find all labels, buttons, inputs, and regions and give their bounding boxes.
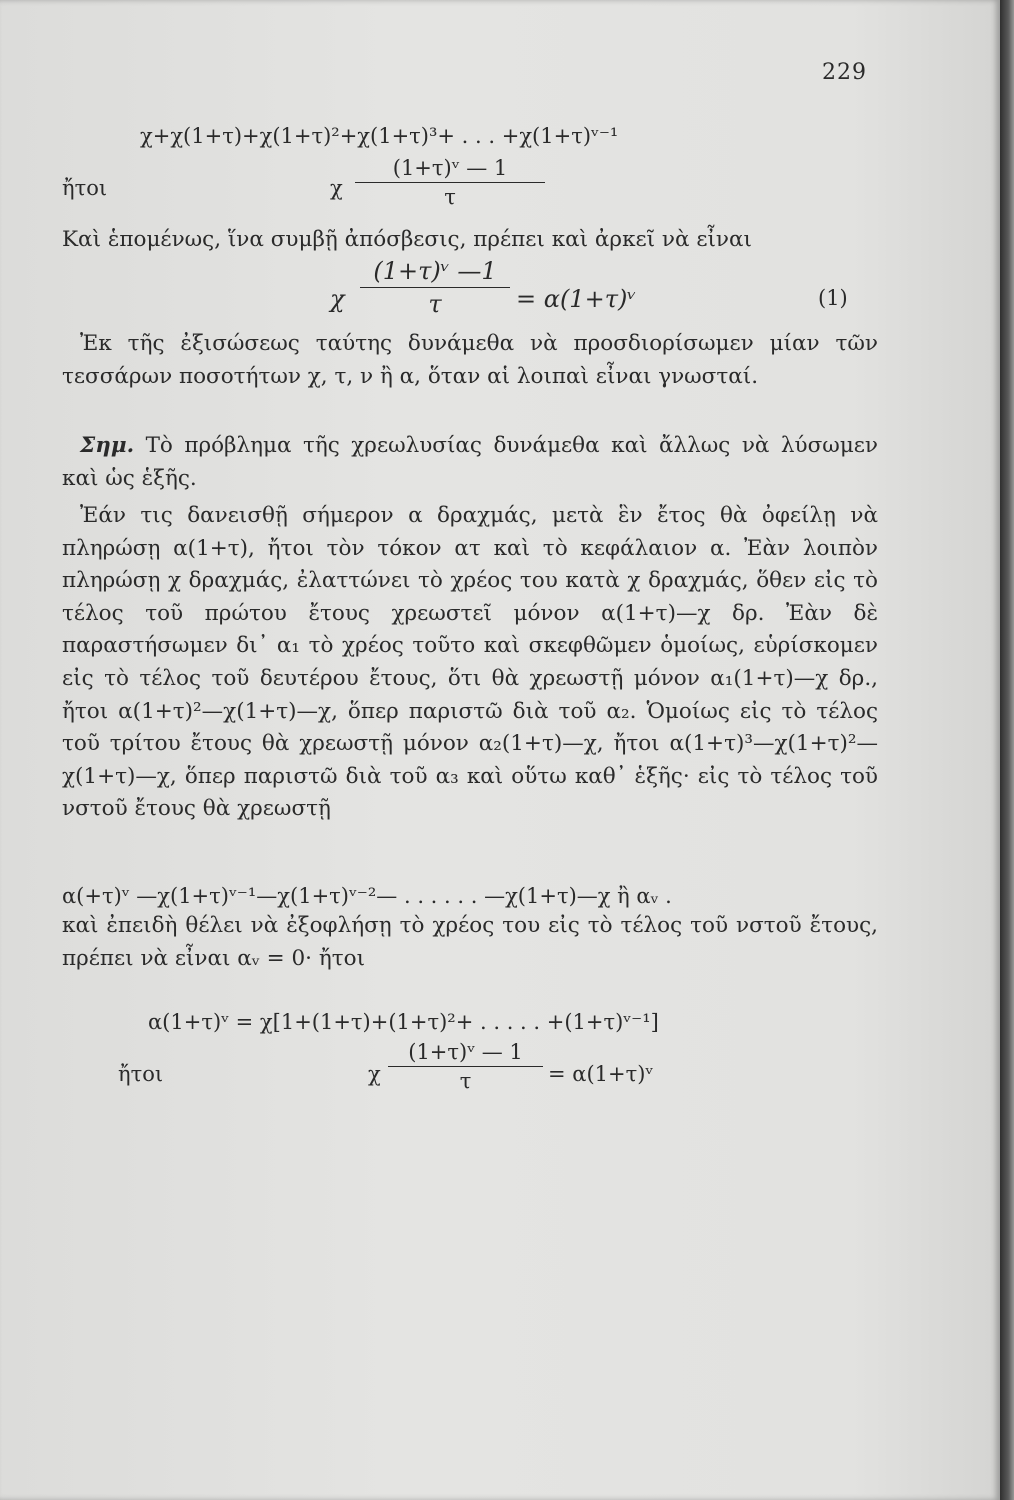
equation-1-fraction xyxy=(360,257,510,318)
fraction-2 xyxy=(388,1040,543,1093)
fraction-2-denominator: τ xyxy=(459,1069,472,1093)
fraction-1-denominator: τ xyxy=(444,185,456,209)
paragraph-note xyxy=(62,430,878,495)
paragraph-epeidi: καὶ ἐπειδὴ θέλει νὰ ἐξοφλήσῃ τὸ χρέος του εἰς τὸ τέλος τοῦ νστοῦ ἔτους, πρέπει νὰ εἶναι αᵥ = 0· ἤτοι xyxy=(62,913,878,971)
page-edge-shadow xyxy=(1000,0,1014,1500)
equation-1-numerator: (1+τ)ᵛ —1 xyxy=(373,257,497,285)
itoi-label-2: ἤτοι xyxy=(118,1062,164,1086)
eq1-prefix: χ xyxy=(330,285,345,313)
frac1-prefix: χ xyxy=(330,176,343,200)
fraction-1-bar xyxy=(355,182,545,183)
debt-equation: α(+τ)ᵛ —χ(1+τ)ᵛ⁻¹—χ(1+τ)ᵛ⁻²— . . . . . . —χ(1+τ)—χ ἢ αᵥ . xyxy=(62,884,672,908)
fraction-1-numerator: (1+τ)ᵛ — 1 xyxy=(392,156,508,180)
paragraph-ek: Ἐκ τῆς ἐξισώσεως ταύτης δυνάμεθα νὰ προσδιορίσωμεν μίαν τῶν τεσσάρων ποσοτήτων χ, τ, ν ἢ α, ὅταν αἱ λοιπαὶ εἶναι γνωσταί. xyxy=(62,331,878,389)
fraction-2-rhs: = α(1+τ)ᵛ xyxy=(548,1062,654,1086)
final-equation: α(1+τ)ᵛ = χ[1+(1+τ)+(1+τ)²+ . . . . . +(1+τ)ᵛ⁻¹] xyxy=(148,1010,659,1034)
equation-1-bar xyxy=(360,287,510,288)
paragraph-kai: Καὶ ἑπομένως, ἵνα συμβῇ ἀπόσβεσις, πρέπει καὶ ἀρκεῖ νὰ εἶναι xyxy=(62,227,752,252)
equation-1-tag: (1) xyxy=(818,286,848,310)
equation-1-denominator: τ xyxy=(428,290,442,318)
note-text: Τὸ πρόβλημα τῆς χρεωλυσίας δυνάμεθα καὶ ἄλλως νὰ λύσωμεν καὶ ὡς ἑξῆς. xyxy=(62,433,879,491)
series-equation: χ+χ(1+τ)+χ(1+τ)²+χ(1+τ)³+ . . . +χ(1+τ)ᵛ⁻¹ xyxy=(140,124,619,148)
fraction-2-bar xyxy=(388,1066,543,1067)
equation-1-rhs: = α(1+τ)ᵛ xyxy=(516,285,637,313)
fraction-2-numerator: (1+τ)ᵛ — 1 xyxy=(408,1040,523,1064)
itoi-label: ἤτοι xyxy=(62,176,108,200)
frac2-prefix: χ xyxy=(368,1062,381,1086)
page-number: 229 xyxy=(822,60,867,85)
note-label: Σημ. xyxy=(80,433,135,458)
paragraph-main: Ἐάν τις δανεισθῇ σήμερον α δραχμάς, μετὰ ἓν ἔτος θὰ ὀφείλῃ νὰ πληρώσῃ α(1+τ), ἤτοι τὸν τόκον ατ καὶ τὸ κεφάλαιον α. Ἐὰν λοιπὸν πληρώσῃ χ δραχμάς, ἐλαττώνει τὸ χρέος του κατὰ χ δραχμάς, ὅθεν εἰς τὸ τέλος τοῦ πρώτου ἔτους χρεωστεῖ μόνον α(1+τ)—χ δρ. Ἐὰν δὲ παραστήσωμεν δι᾿ α₁ τὸ χρέος τοῦτο καὶ σκεφθῶμεν ὁμοίως, εὑρίσκομεν εἰς τὸ τέλος τοῦ δευτέρου ἔτους, ὅτι θὰ χρεωστῇ μόνον α₁(1+τ)—χ δρ., ἤτοι α(1+τ)²—χ(1+τ)—χ, ὅπερ παριστῶ διὰ τοῦ α₂. Ὁμοίως εἰς τὸ τέλος τοῦ τρίτου ἔτους θὰ χρεωστῇ μόνον α₂(1+τ)—χ, ἤτοι α(1+τ)³—χ(1+τ)²—χ(1+τ)—χ, ὅπερ παριστῶ διὰ τοῦ α₃ καὶ οὕτω καθ᾿ ἑξῆς· εἰς τὸ τέλος τοῦ νστοῦ ἔτους θὰ χρεωστῇ xyxy=(62,503,878,822)
fraction-1 xyxy=(355,156,545,209)
